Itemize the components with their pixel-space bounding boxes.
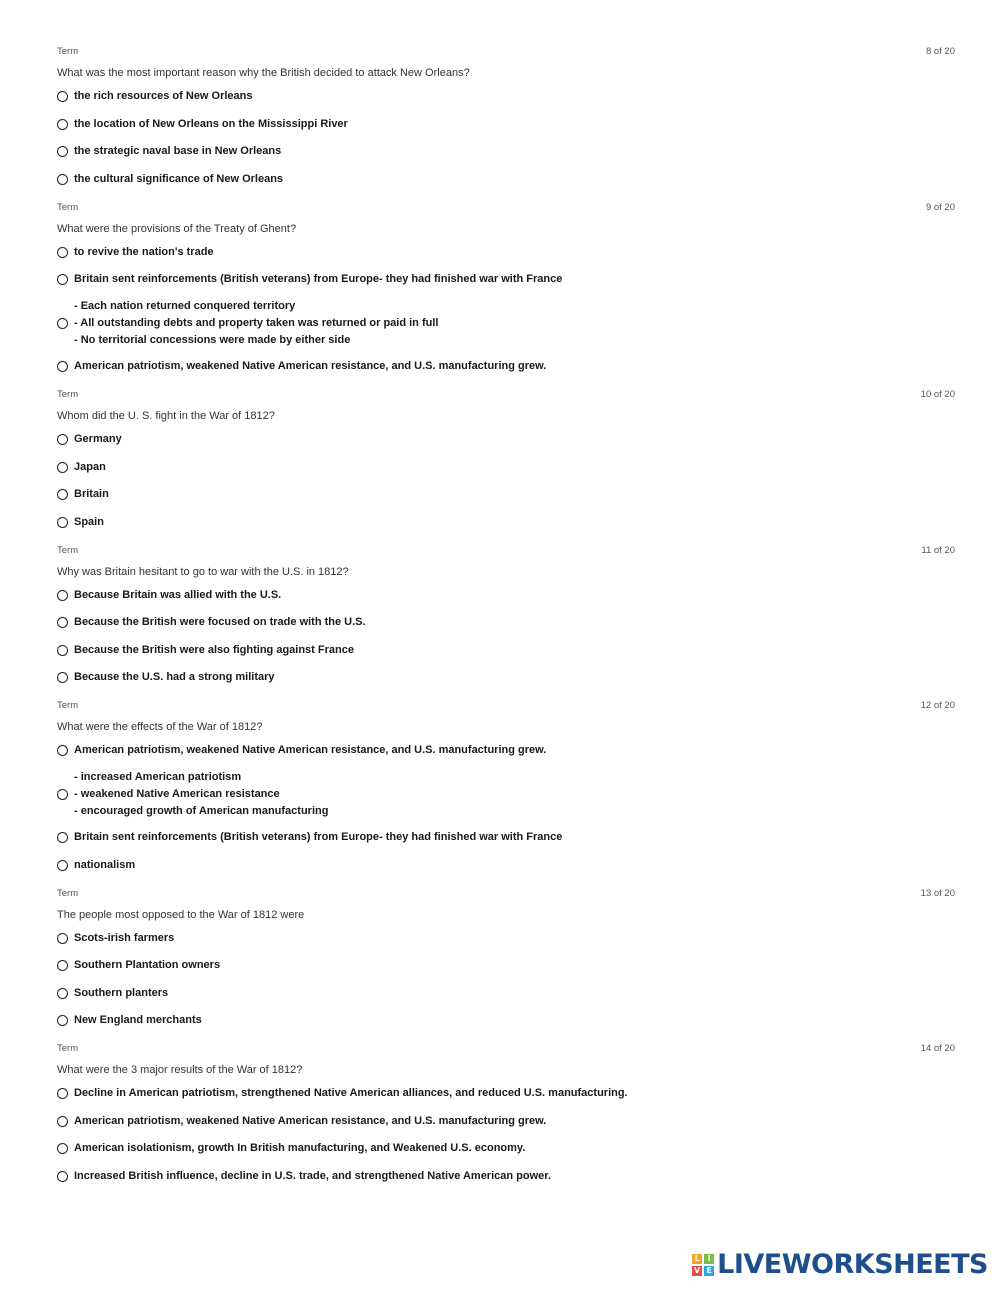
answer-option[interactable] (57, 1084, 955, 1103)
radio-button-icon[interactable] (57, 960, 68, 971)
question-counter: 12 of 20 (920, 700, 955, 711)
question-header (57, 545, 955, 561)
answer-option[interactable] (57, 142, 955, 161)
option-line: Britain sent reinforcements (British veterans) from Europe- they had finished war with France (74, 831, 563, 843)
answer-options (57, 87, 955, 189)
answer-option[interactable] (57, 298, 955, 349)
option-line: Because the U.S. had a strong military (74, 671, 275, 683)
option-label (74, 587, 281, 604)
radio-button-icon[interactable] (57, 832, 68, 843)
question-header (57, 700, 955, 716)
answer-options (57, 430, 955, 532)
answer-options (57, 586, 955, 688)
question-block (57, 1043, 955, 1186)
radio-button-icon[interactable] (57, 672, 68, 683)
question-prompt: What were the provisions of the Treaty of Ghent? (57, 222, 297, 235)
option-label (74, 1113, 546, 1130)
question-header (57, 46, 955, 62)
term-label: Term (57, 887, 79, 899)
logo-letter: I (704, 1254, 714, 1264)
answer-option[interactable] (57, 856, 955, 875)
option-line: the rich resources of New Orleans (74, 90, 253, 102)
option-line: Scots-irish farmers (74, 931, 175, 944)
answer-option[interactable] (57, 586, 955, 605)
option-line: - increased American patriotism (74, 770, 242, 783)
radio-button-icon[interactable] (57, 247, 68, 258)
answer-options (57, 1084, 955, 1186)
option-line: New England merchants (74, 1014, 202, 1026)
term-label: Term (57, 1043, 79, 1054)
option-label (74, 358, 546, 375)
question-counter: 9 of 20 (925, 201, 955, 213)
option-label (74, 1085, 628, 1102)
option-label (74, 244, 214, 261)
question-block (57, 202, 955, 377)
option-label (74, 985, 168, 1002)
radio-button-icon[interactable] (57, 434, 68, 445)
radio-button-icon[interactable] (57, 146, 68, 157)
answer-option[interactable] (57, 243, 955, 262)
question-counter: 8 of 20 (925, 46, 955, 57)
answer-options (57, 929, 955, 1031)
answer-option[interactable] (57, 430, 955, 449)
radio-button-icon[interactable] (57, 617, 68, 628)
radio-button-icon[interactable] (57, 860, 68, 871)
option-label (74, 1168, 551, 1185)
answer-options (57, 243, 955, 377)
option-label (74, 930, 174, 947)
radio-button-icon[interactable] (57, 462, 68, 473)
option-line: the strategic naval base in New Orleans (74, 145, 282, 157)
question-header (57, 389, 955, 405)
option-label (74, 857, 135, 874)
radio-button-icon[interactable] (57, 1088, 68, 1099)
option-label (74, 459, 106, 476)
answer-option[interactable] (57, 1167, 955, 1186)
liveworksheets-logo (692, 1249, 988, 1280)
option-line: to revive the nation's trade (74, 245, 214, 258)
answer-option[interactable] (57, 513, 955, 532)
option-label (74, 769, 328, 820)
option-label (74, 171, 283, 188)
option-line: the cultural significance of New Orleans (74, 172, 284, 185)
option-line: American patriotism, weakened Native American resistance, and U.S. manufacturing grew. (74, 360, 547, 372)
logo-letter: L (692, 1254, 702, 1264)
option-line: Because the British were focused on trade with the U.S. (74, 616, 366, 628)
radio-button-icon[interactable] (57, 789, 68, 800)
answer-option[interactable] (57, 115, 955, 134)
brand-name: LIVEWORKSHEETS (717, 1249, 988, 1280)
option-line: nationalism (74, 858, 136, 871)
answer-option[interactable] (57, 956, 955, 975)
logo-letter: E (704, 1266, 714, 1276)
answer-option[interactable] (57, 270, 955, 289)
question-header (57, 888, 955, 904)
radio-button-icon[interactable] (57, 361, 68, 372)
option-line: - All outstanding debts and property taken was returned or paid in full (74, 316, 439, 329)
option-line: Britain (74, 488, 109, 500)
logo-grid-icon (692, 1254, 714, 1276)
question-prompt: Why was Britain hesitant to go to war with the U.S. in 1812? (57, 565, 349, 578)
option-label (74, 669, 275, 686)
option-label (74, 614, 366, 631)
answer-option[interactable] (57, 87, 955, 106)
answer-option[interactable] (57, 1139, 955, 1158)
radio-button-icon[interactable] (57, 988, 68, 999)
radio-button-icon[interactable] (57, 645, 68, 656)
radio-button-icon[interactable] (57, 1143, 68, 1154)
option-line: Britain sent reinforcements (British veterans) from Europe- they had finished war with France (74, 273, 563, 285)
option-label (74, 431, 122, 448)
option-label (74, 143, 281, 160)
option-line: Increased British influence, decline in U.S. trade, and strengthened Native American power. (74, 1169, 552, 1182)
radio-button-icon[interactable] (57, 933, 68, 944)
radio-button-icon[interactable] (57, 489, 68, 500)
question-counter: 11 of 20 (921, 544, 955, 556)
radio-button-icon[interactable] (57, 119, 68, 130)
answer-option[interactable] (57, 1011, 955, 1030)
option-label (74, 642, 354, 659)
question-prompt: What were the 3 major results of the War of 1812? (57, 1064, 303, 1076)
radio-button-icon[interactable] (57, 91, 68, 102)
term-label: Term (57, 46, 79, 57)
term-label: Term (57, 544, 79, 556)
option-label (74, 486, 109, 503)
answer-option[interactable] (57, 1112, 955, 1131)
answer-option[interactable] (57, 641, 955, 660)
option-line: Japan (74, 460, 106, 473)
answer-option[interactable] (57, 458, 955, 477)
question-block (57, 545, 955, 688)
option-label (74, 957, 220, 974)
radio-button-icon[interactable] (57, 274, 68, 285)
question-counter: 13 of 20 (920, 887, 955, 899)
option-line: Because the British were also fighting against France (74, 643, 354, 656)
radio-button-icon[interactable] (57, 1015, 68, 1026)
question-prompt: The people most opposed to the War of 1812 were (57, 908, 305, 921)
answer-option[interactable] (57, 769, 955, 820)
question-prompt: What were the effects of the War of 1812? (57, 721, 263, 733)
answer-option[interactable] (57, 170, 955, 189)
question-prompt: What was the most important reason why the British decided to attack New Orleans? (57, 67, 470, 79)
logo-letter: V (694, 1265, 701, 1275)
question-prompt: Whom did the U. S. fight in the War of 1812? (57, 410, 275, 422)
answer-option[interactable] (57, 357, 955, 376)
radio-button-icon[interactable] (57, 1116, 68, 1127)
radio-button-icon[interactable] (57, 745, 68, 756)
answer-option[interactable] (57, 828, 955, 847)
option-line: - encouraged growth of American manufacturing (74, 804, 329, 817)
term-label: Term (57, 201, 79, 213)
option-line: Spain (74, 515, 104, 528)
option-label (74, 1012, 202, 1029)
answer-option[interactable] (57, 929, 955, 948)
answer-option[interactable] (57, 485, 955, 504)
option-line: Decline in American patriotism, strengthened Native American alliances, and reduced U.S. manufacturing. (74, 1087, 628, 1099)
term-label: Term (57, 389, 79, 400)
option-label (74, 88, 253, 105)
answer-option[interactable] (57, 741, 955, 760)
option-line: Germany (74, 433, 122, 445)
option-label (74, 1140, 525, 1157)
question-list (57, 46, 955, 1199)
option-label (74, 271, 562, 288)
option-label (74, 829, 562, 846)
radio-button-icon[interactable] (57, 318, 68, 329)
option-label (74, 298, 438, 349)
question-block (57, 700, 955, 875)
option-line: American isolationism, growth In British manufacturing, and Weakened U.S. economy. (74, 1142, 526, 1154)
option-label (74, 742, 546, 759)
option-line: American patriotism, weakened Native American resistance, and U.S. manufacturing grew. (74, 1114, 547, 1127)
radio-button-icon[interactable] (57, 517, 68, 528)
answer-option[interactable] (57, 613, 955, 632)
option-line: - No territorial concessions were made by either side (74, 333, 351, 346)
term-label: Term (57, 700, 79, 711)
option-line: the location of New Orleans on the Mississippi River (74, 117, 348, 130)
question-header (57, 1043, 955, 1059)
question-block (57, 46, 955, 189)
option-line: - weakened Native American resistance (74, 787, 280, 800)
option-label (74, 514, 104, 531)
question-block (57, 888, 955, 1031)
question-counter: 14 of 20 (920, 1043, 955, 1054)
answer-option[interactable] (57, 668, 955, 687)
option-label (74, 116, 348, 133)
option-line: Southern planters (74, 986, 169, 999)
question-header (57, 202, 955, 218)
option-line: Southern Plantation owners (74, 959, 221, 971)
radio-button-icon[interactable] (57, 1171, 68, 1182)
question-counter: 10 of 20 (920, 389, 955, 400)
question-block (57, 389, 955, 532)
answer-option[interactable] (57, 984, 955, 1003)
option-line: American patriotism, weakened Native American resistance, and U.S. manufacturing grew. (74, 744, 547, 756)
radio-button-icon[interactable] (57, 174, 68, 185)
option-line: Because Britain was allied with the U.S. (74, 588, 282, 601)
answer-options (57, 741, 955, 875)
option-line: - Each nation returned conquered territory (74, 299, 296, 312)
radio-button-icon[interactable] (57, 590, 68, 601)
